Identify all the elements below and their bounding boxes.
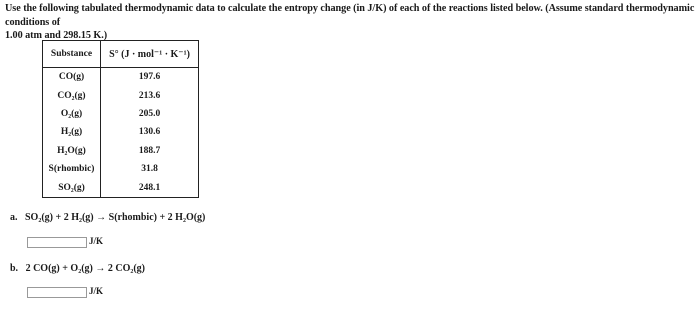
entropy-value-cell: 248.1	[101, 178, 199, 197]
part-a-answer-input[interactable]	[27, 237, 87, 248]
part-a-unit: J/K	[89, 236, 104, 246]
header-entropy	[101, 41, 199, 68]
table-row	[43, 86, 199, 104]
table-row	[43, 68, 199, 87]
table-row	[43, 105, 199, 123]
table-row	[43, 142, 199, 160]
part-b-letter: b.	[10, 263, 19, 274]
part-a-label	[10, 212, 205, 223]
part-a-letter: a.	[10, 212, 18, 223]
table-row	[43, 178, 199, 197]
table-header-row	[43, 41, 199, 68]
part-a-equation: SO₂(g) + 2 H₂(g) → S(rhombic) + 2 H₂O(g)	[25, 212, 206, 223]
substance-cell: SO₂(g)	[43, 178, 101, 197]
entropy-value-cell: 205.0	[101, 105, 199, 123]
part-b-unit: J/K	[89, 286, 104, 296]
substance-cell: CO(g)	[43, 68, 101, 87]
substance-cell: H₂(g)	[43, 123, 101, 141]
question-intro-line-1: Use the following tabulated thermodynamic data to calculate the entropy change (in J/K) of each of the reactions listed below. (Assume standard thermodynamic conditions of	[5, 3, 695, 28]
entropy-data-table	[42, 40, 199, 198]
entropy-value-cell: 130.6	[101, 123, 199, 141]
entropy-value-cell: 31.8	[101, 160, 199, 178]
substance-cell: H₂O(g)	[43, 142, 101, 160]
part-b-answer-input[interactable]	[27, 287, 87, 298]
entropy-value-cell: 197.6	[101, 68, 199, 87]
part-b-label	[10, 263, 145, 274]
header-substance: Substance	[43, 41, 101, 68]
entropy-value-cell: 213.6	[101, 86, 199, 104]
header-entropy-label: S° (J · mol⁻¹ · K⁻¹)	[109, 48, 190, 60]
question-prompt	[5, 2, 697, 43]
entropy-value-cell: 188.7	[101, 142, 199, 160]
substance-cell: O₂(g)	[43, 105, 101, 123]
question-intro-line-2: 1.00 atm and 298.15 K.)	[5, 30, 108, 41]
table-row	[43, 123, 199, 141]
substance-cell: CO₂(g)	[43, 86, 101, 104]
substance-cell: S(rhombic)	[43, 160, 101, 178]
part-b-equation: 2 CO(g) + O₂(g) → 2 CO₂(g)	[25, 263, 146, 274]
table-row	[43, 160, 199, 178]
